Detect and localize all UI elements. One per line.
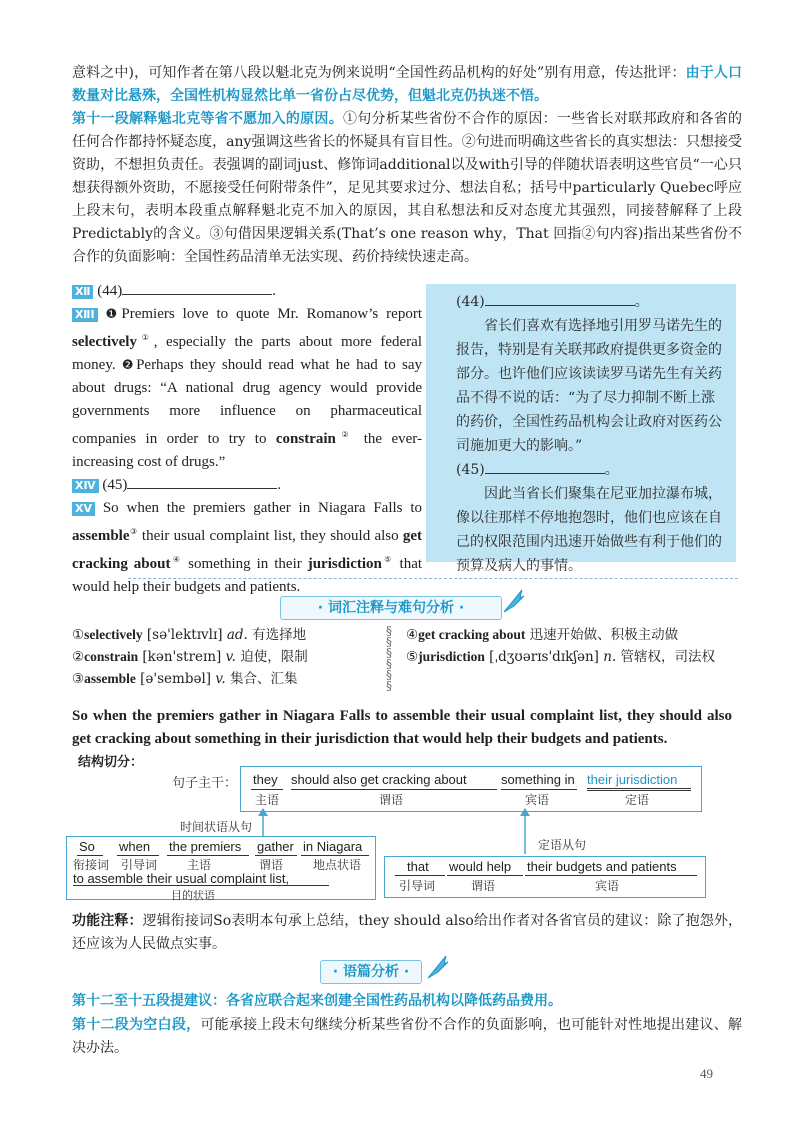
paragraph-12: Ⅻ (44) . [72, 280, 422, 303]
word: the premiers [169, 839, 242, 854]
word: when [119, 839, 151, 854]
word: should also get cracking about [291, 772, 467, 787]
note-marker: ② [335, 430, 355, 439]
text: the ever-increasing cost of drugs.” [72, 431, 422, 470]
vocab-item: ⑤jurisdiction [ˌdʒʊərɪs'dɪkʃən] n. 管辖权，司法权 [406, 649, 716, 665]
role: 宾语 [525, 793, 550, 807]
sentence-marker: ❶ [105, 307, 122, 322]
keyword: selectively [72, 334, 137, 350]
text: that would help their budgets and patients. [72, 556, 423, 595]
vocab-list-right [406, 624, 715, 668]
paragraph-13 [72, 303, 422, 474]
brace-divider: § § § § § § [386, 624, 392, 693]
keyword: assemble [72, 528, 130, 544]
role: 定语 [625, 793, 650, 807]
intro-highlight-b: 人口数量对比悬殊，全国性机构显然比单一省份占尽优势，但魁北克仍执迷不悟。 [72, 65, 743, 104]
intro-paragraph [72, 62, 742, 108]
title-text: · 词汇注释与难句分析 · [317, 600, 465, 616]
paragraph-11-heading: 第十一段解释魁北克等省不愿加入的原因。 [72, 111, 343, 127]
note-marker: ⑤ [381, 555, 394, 564]
role: 主语 [255, 793, 280, 807]
role: 宾语 [595, 879, 620, 893]
word: gather [257, 839, 294, 854]
feather-pen-icon [500, 586, 526, 614]
vocab-section-title [280, 596, 502, 620]
paragraph-14: ⅩⅣ (45) . [72, 474, 422, 497]
role: 主语 [187, 858, 212, 872]
translation-blank-44[interactable] [485, 291, 635, 306]
adverbial-clause-box [66, 836, 376, 900]
translation-blank-45[interactable] [485, 459, 605, 474]
blank-44[interactable] [122, 280, 272, 295]
english-passage [72, 280, 422, 599]
label: 功能注释： [72, 913, 143, 929]
analysis-section-title [320, 960, 422, 984]
text: So when the premiers gather in Niagara Falls to [102, 500, 423, 516]
label: (44) [456, 294, 485, 310]
relative-clause-label: 定语从句 [538, 838, 587, 852]
heading-text: 第十二至十五段提建议：各省应联合起来创建全国性药品机构以降低药品费用。 [72, 993, 562, 1009]
main-clause-label: 句子主干： [172, 776, 238, 791]
word: they [253, 772, 278, 787]
analysis-heading [72, 990, 742, 1013]
keyword: jurisdiction [307, 556, 382, 572]
blank-45[interactable] [127, 474, 277, 489]
underline [251, 789, 283, 790]
relative-clause-box [384, 856, 706, 898]
vocab-item: ④get cracking about 迅速开始做、积极主动做 [406, 627, 679, 643]
translation-44: (44) 。 [456, 290, 722, 314]
paragraph-number: Ⅻ [72, 285, 93, 299]
text: their usual complaint list, they should also [137, 528, 403, 544]
underline [501, 789, 577, 790]
main-clause-box [240, 766, 702, 812]
blank-label-45: (45) [102, 477, 128, 493]
adverbial-clause-label: 时间状语从句 [180, 820, 253, 834]
word: would help [449, 859, 512, 874]
title-text: · 语篇分析 · [332, 964, 410, 980]
translation-45: (45) 。 [456, 458, 722, 482]
vocab-list-left [72, 624, 308, 690]
paragraph-number: ⅫⅠ [72, 308, 98, 322]
feather-pen-icon [424, 952, 450, 980]
paragraph-11-body: ①句分析某些省份不合作的原因：一些省长对联邦政府和各省的任何合作都持怀疑态度，any强调这些省长的怀疑具有盲目性。②句进而明确这些省长的真实想法：只想接受资助，不想担负责任。表强调的副词just、修饰词additional以及with引导的伴随状语表明这些官员“一心只想获得额外资助，不愿接受任何附带条件”，足见其要求过分、想法自私；括号中particularly Quebec呼应上段末句，表明本段重点解释魁北克不加入的原因，其自私想法和反对态度尤其强烈，同接替解释了上段Predictably的含义。③句借因果逻辑关系(That’s one reason why，That 回指②句内容)指出某些省份不合作的负面影响：全国性药品清单无法实现、药价持续快速走高。 [72, 111, 743, 265]
translation-15: 因此当省长们聚集在尼亚加拉瀑布城，像以往那样不停地抱怨时，他们也应该在自己的权限范围内迅速开始做些有利于他们的预算及病人的事情。 [456, 486, 722, 574]
vocab-item: ②constrain [kən'streɪn] v. 迫使，限制 [72, 649, 308, 665]
paragraph-number: ⅩⅣ [72, 479, 99, 493]
role: 目的状语 [171, 889, 215, 902]
role: 地点状语 [313, 858, 362, 872]
word: their jurisdiction [587, 772, 678, 787]
role: 引导词 [121, 858, 158, 872]
note-marker: ① [136, 333, 154, 342]
translation-box [426, 284, 736, 574]
role: 谓语 [471, 879, 496, 893]
paragraph-15 [72, 497, 422, 599]
label: (45) [456, 462, 485, 478]
word: in Niagara [303, 839, 363, 854]
keyword: get cracking about [72, 528, 423, 572]
text: Premiers love to quote Mr. Romanow’s report [121, 306, 422, 322]
text: something in their [182, 556, 308, 572]
arrow-up-icon [517, 808, 533, 854]
text: 可能承接上段末句继续分析某些省份不合作的负面影响，也可能针对性地提出建议、解决办法。 [72, 1017, 743, 1056]
intro-highlight-a: 由于 [685, 65, 714, 81]
text: 逻辑衔接词So表明本句承上总结，they should also给出作者对各省官员的建议：除了抱怨外，还应该为人民做点实事。 [72, 913, 742, 952]
sentence-marker: ❷ [121, 358, 137, 373]
analysis-paragraph-12 [72, 1014, 742, 1060]
role: 谓语 [259, 858, 284, 872]
text: , especially the parts about more federal money. [72, 334, 422, 373]
role: 谓语 [379, 793, 404, 807]
word: their budgets and patients [527, 859, 677, 874]
role: 衔接词 [73, 858, 110, 872]
analyzed-sentence: So when the premiers gather in Niagara Falls to assemble their usual complaint list, they should also get cracking about something in their jurisdiction that would help their budgets and patients. [72, 708, 732, 747]
word: So [79, 839, 95, 854]
word: something in [501, 772, 575, 787]
keyword: constrain [275, 431, 336, 447]
note-marker: ③ [129, 527, 138, 536]
note-marker: ④ [170, 555, 183, 564]
underline [291, 789, 497, 790]
vocab-item: ①selectively [sə'lektɪvlɪ] ad. 有选择地 [72, 627, 307, 643]
page-number: 49 [700, 1066, 713, 1081]
divider [128, 578, 738, 579]
function-note [72, 910, 742, 956]
intro-text: 意料之中)，可知作者在第八段以魁北克为例来说明“全国性药品机构的好处”别有用意，传达批评： [72, 65, 686, 81]
vocab-item: ③assemble [ə'sembəl] v. 集合、汇集 [72, 671, 298, 687]
blank-label-44: (44) [97, 283, 123, 299]
text: Perhaps they should read what he had to say about drugs: “A national drug agency would provide governments more influence on pharmaceutical companies in order to try to [72, 357, 422, 447]
word: to assemble their usual complaint list, [73, 871, 290, 886]
arrow-up-icon [255, 808, 271, 838]
word: that [407, 859, 429, 874]
paragraph-number: ⅩⅤ [72, 502, 95, 516]
structure-label: 结构切分： [78, 755, 144, 770]
translation-13: 省长们喜欢有选择地引用罗马诺先生的报告，特别是有关联邦政府提供更多资金的部分。也许他们应该读读罗马诺先生有关药品不得不说的话：“为了尽力抑制不断上涨的药价，全国性药品机构会让政府对医药公司施加更大的影响。” [456, 318, 722, 454]
heading-text: 第十二段为空白段， [72, 1017, 201, 1033]
paragraph-11-analysis [72, 108, 742, 269]
role: 引导词 [399, 879, 436, 893]
